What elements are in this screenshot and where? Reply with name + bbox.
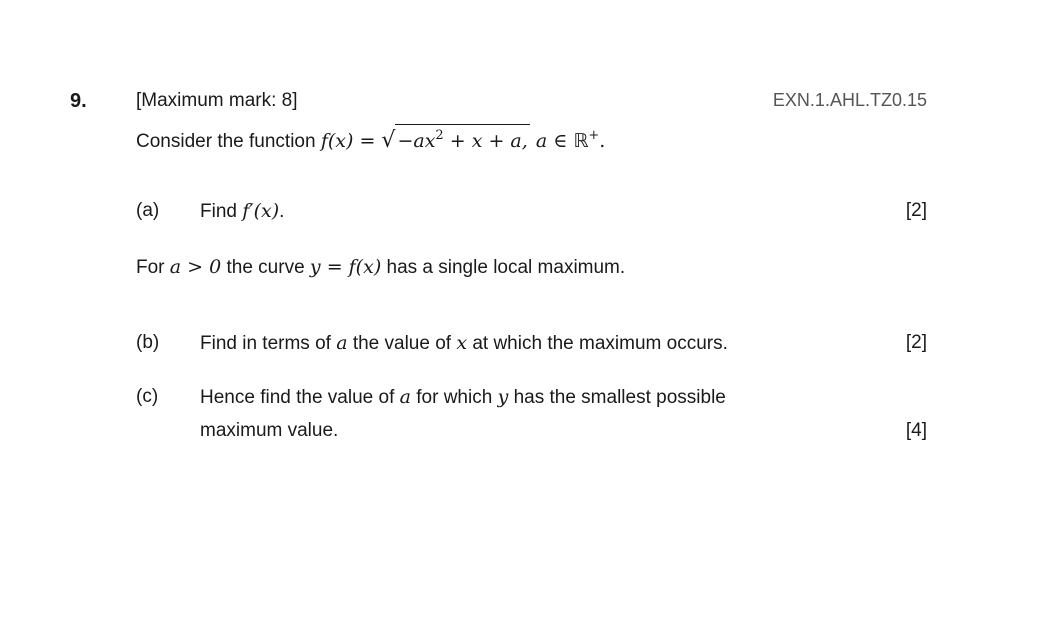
part-a-math: f′(x) <box>242 200 280 222</box>
part-a-mark: [2] <box>905 200 927 221</box>
part-c-text-line-2: maximum value. <box>200 420 339 441</box>
part-c-math-1: a <box>399 386 411 408</box>
sqrt-sign: √ <box>381 128 396 153</box>
radicand-exponent: 2 <box>435 128 444 143</box>
part-c-text-2: for which <box>410 387 498 408</box>
domain-condition: a ∈ <box>529 130 574 152</box>
part-b-text-2: the value of <box>347 333 457 354</box>
question-reference-code: EXN.1.AHL.TZ0.15 <box>772 90 927 110</box>
intro-text: Consider the function <box>136 131 316 152</box>
part-a-text-before: Find <box>200 201 243 222</box>
part-a-text <box>200 200 284 223</box>
part-c-text-1: Hence find the value of <box>200 387 400 408</box>
stem-math-2: y = f(x) <box>309 256 382 278</box>
part-c-text-line-1 <box>200 386 726 409</box>
square-root <box>381 124 529 153</box>
part-b-text <box>200 332 728 355</box>
part-c-text-3: has the smallest possible <box>508 387 726 408</box>
part-c-label: (c) <box>136 386 159 407</box>
part-b-math-1: a <box>336 332 348 354</box>
part-b-label: (b) <box>136 332 160 353</box>
stem-math-1: a > 0 <box>169 256 222 278</box>
question-number: 9. <box>70 90 87 112</box>
positive-superscript: + <box>588 128 600 143</box>
part-c-mark: [4] <box>905 420 927 441</box>
part-b-text-1: Find in terms of <box>200 333 337 354</box>
stem-text-3: has a single local maximum. <box>381 257 626 278</box>
question-stem <box>136 256 625 279</box>
stem-text-1: For <box>136 257 170 278</box>
maximum-mark: [Maximum mark: 8] <box>136 90 298 111</box>
function-definition <box>321 130 605 152</box>
radicand-term-2: + x + a, <box>443 130 528 152</box>
function-lhs: f(x) = <box>320 130 382 152</box>
part-b-math-2: x <box>456 332 468 354</box>
intro-period: . <box>599 130 606 152</box>
part-a-text-after: . <box>279 201 285 222</box>
radicand <box>395 124 529 152</box>
stem-text-2: the curve <box>221 257 310 278</box>
question-intro <box>136 124 605 153</box>
part-b-mark: [2] <box>905 332 927 353</box>
part-a-label: (a) <box>136 200 160 221</box>
real-numbers-symbol: ℝ <box>573 130 589 152</box>
part-b-text-3: at which the maximum occurs. <box>467 333 728 354</box>
radicand-term-1: −ax <box>397 130 436 152</box>
part-c-math-2: y <box>497 386 509 408</box>
